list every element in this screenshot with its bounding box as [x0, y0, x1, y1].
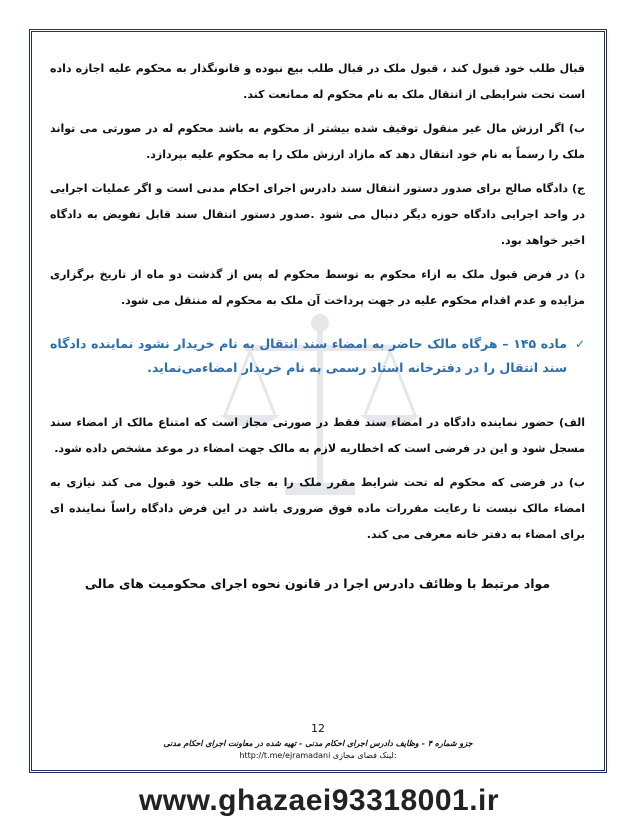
footer-description: جزو شماره ۴ - وظایف دادرس اجرای احکام مدنی - تهیه شده در معاونت اجرای احکام مدنی	[163, 739, 473, 748]
page-number: 12	[311, 722, 325, 735]
item-text: دادگاه صالح برای صدور دستور انتقال سند دادرس اجرای احکام مدنی است و اگر عملیات اجرایی در واحد اجرایی دادگاه حوزه دیگر دنبال می شود .صدور دستور انتقال سند قابل تفویض به دادگاه اخیر خواهد بود.	[50, 182, 585, 247]
item-text: حضور نماینده دادگاه در امضاء سند فقط در صورتی مجاز است که امتناع مالک از امضاء سند مسجل شود و این در فرضی است که اخطاریه لازم به مالک جهت امضاء در موعد مشخص داده شود.	[50, 416, 585, 455]
item-key: ج)	[572, 182, 585, 195]
article-text: ماده ۱۴۵ – هرگاه مالک حاضر به امضاء سند انتقال به نام خریدار نشود نماینده دادگاه سند انتقال را در دفترخانه اسناد رسمی به نام خریدار امضاءمی‌نماید.	[50, 336, 567, 375]
item-key: د)	[574, 268, 585, 281]
document-body	[50, 56, 585, 591]
paragraph-j	[50, 176, 585, 254]
item-key: ب)	[568, 122, 585, 135]
item-key: الف)	[558, 416, 585, 429]
footer-link-line	[29, 750, 607, 762]
paragraph-b	[50, 116, 585, 168]
section-heading: مواد مرتبط با وظائف دادرس اجرا در قانون نحوه اجرای محکومیت های مالی	[84, 576, 551, 591]
check-icon: ✓	[574, 337, 585, 351]
paragraph-alef	[50, 410, 585, 462]
paragraph-intro: قبال طلب خود قبول کند ، قبول ملک در قبال طلب بیع نبوده و قانونگذار به محکوم علیه اجازه داده است تحت شرایطی از انتقال ملک به نام محکوم له ممانعت کند.	[50, 62, 585, 101]
article-145	[50, 332, 585, 380]
item-text: در فرض قبول ملک به ازاء محکوم به توسط محکوم له پس از گذشت دو ماه از تاریخ برگزاری مزایده و عدم اقدام محکوم علیه در جهت پرداخت آن ملک به محکوم له منتقل می شود.	[50, 268, 585, 307]
item-key: ب)	[568, 476, 585, 489]
footer-link-url[interactable]: http://t.me/ejramadani	[239, 751, 331, 760]
item-text: اگر ارزش مال غیر منقول توقیف شده بیشتر از محکوم به باشد محکوم له در صورتی می تواند ملک را رسماً به نام خود انتقال دهد که مازاد ارزش ملک را به محکوم علیه بپردازد.	[50, 122, 585, 161]
footer-link-label: لینک فضای مجازی:	[332, 751, 397, 760]
website-watermark: www.ghazaei93318001.ir	[138, 784, 500, 817]
page-footer	[29, 722, 607, 762]
paragraph-b2	[50, 470, 585, 548]
item-text: در فرضی که محکوم له تحت شرایط مقرر ملک را به جای طلب خود قبول می کند نیازی به امضاء مالک نیست تا رعایت مقررات ماده فوق ضروری باشد در این فرض دادگاه راساً نماینده ای برای امضاء به دفتر خانه معرفی می کند.	[50, 476, 585, 541]
paragraph-d	[50, 262, 585, 314]
